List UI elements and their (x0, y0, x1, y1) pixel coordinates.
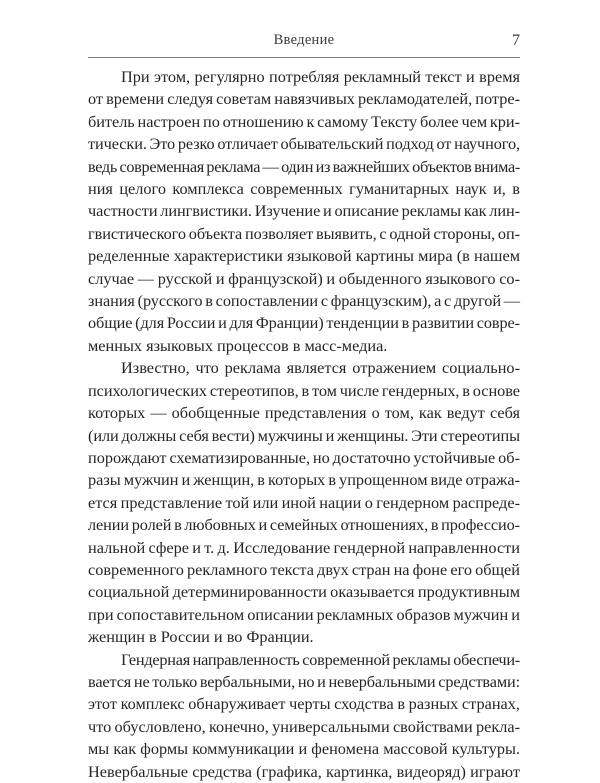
running-header (88, 32, 520, 56)
body-text (88, 66, 520, 783)
text-line: гвистического объекта позволяет выявить, с одной стороны, оп- (88, 223, 520, 243)
text-line: ется представление той или иной нации о гендерном распреде- (88, 492, 520, 512)
text-line: Гендерная направленность современной рекламы обеспечи- (121, 649, 520, 669)
text-line: ния целого комплекса современных гуманитарных наук и, в (88, 179, 520, 199)
text-line: современного рекламного текста двух стран на фоне его общей (88, 559, 520, 579)
text-line: которых — обобщенные представления о том, как ведут себя (88, 403, 520, 423)
text-line: ведь современная реклама — один из важнейших объектов внима- (88, 156, 520, 176)
text-line: (или должны себя вести) мужчины и женщины. Эти стереотипы (88, 425, 520, 445)
text-line: вается не только вербальными, но и невербальными средствами: (88, 671, 520, 691)
text-line: разы мужчин и женщин, в которых в упрощенном виде отража- (88, 470, 520, 490)
text-line: общие (для России и для Франции) тенденции в развитии совре- (88, 313, 520, 333)
text-line: мы как формы коммуникации и феномена массовой культуры. (88, 739, 520, 759)
text-line: социальной детерминированности оказывается продуктивным (88, 582, 520, 602)
text-line: частности лингвистики. Изучение и описание рекламы как лин- (88, 201, 520, 221)
text-line: лении ролей в любовных и семейных отношениях, в профессио- (88, 515, 520, 535)
text-line: психологических стереотипов, в том числе гендерных, в основе (88, 380, 520, 400)
text-line: этот комплекс обнаруживает черты сходства в разных странах, (88, 694, 520, 714)
header-rule (88, 57, 520, 58)
text-line: нальной сфере и т. д. Исследование гендерной направленности (88, 537, 520, 557)
text-line: ределенные характеристики языковой картины мира (в нашем (88, 246, 520, 266)
text-line: Известно, что реклама является отражением социально- (121, 358, 520, 378)
paragraph-3 (88, 649, 520, 783)
text-line: при сопоставительном описании рекламных образов мужчин и (88, 604, 520, 624)
text-line: что обусловлено, конечно, универсальными свойствами рекла- (88, 716, 520, 736)
text-line: При этом, регулярно потребляя рекламный текст и время (121, 67, 520, 86)
text-line: женщин в России и во Франции. (88, 627, 314, 647)
text-line: порождают схематизированные, но достаточно устойчивые об- (88, 447, 520, 467)
paragraph-2 (88, 357, 520, 648)
paragraph-1 (88, 66, 520, 357)
text-line: случае — русской и французской) и обыденного языкового со- (88, 268, 520, 288)
text-line: знания (русского в сопоставлении с французским), а с другой — (88, 291, 520, 311)
text-line: Невербальные средства (графика, картинка, видеоряд) играют (88, 761, 520, 781)
text-line: от времени следуя советам навязчивых рекламодателей, потре- (88, 89, 520, 109)
chapter-title: Введение (273, 32, 335, 48)
text-line: тически. Это резко отличает обывательский подход от научного, (88, 134, 520, 154)
text-line: менных языковых процессов в масс-медиа. (88, 335, 388, 355)
page-number: 7 (512, 32, 520, 49)
text-line: битель настроен по отношению к самому Тексту более чем кри- (88, 111, 520, 131)
